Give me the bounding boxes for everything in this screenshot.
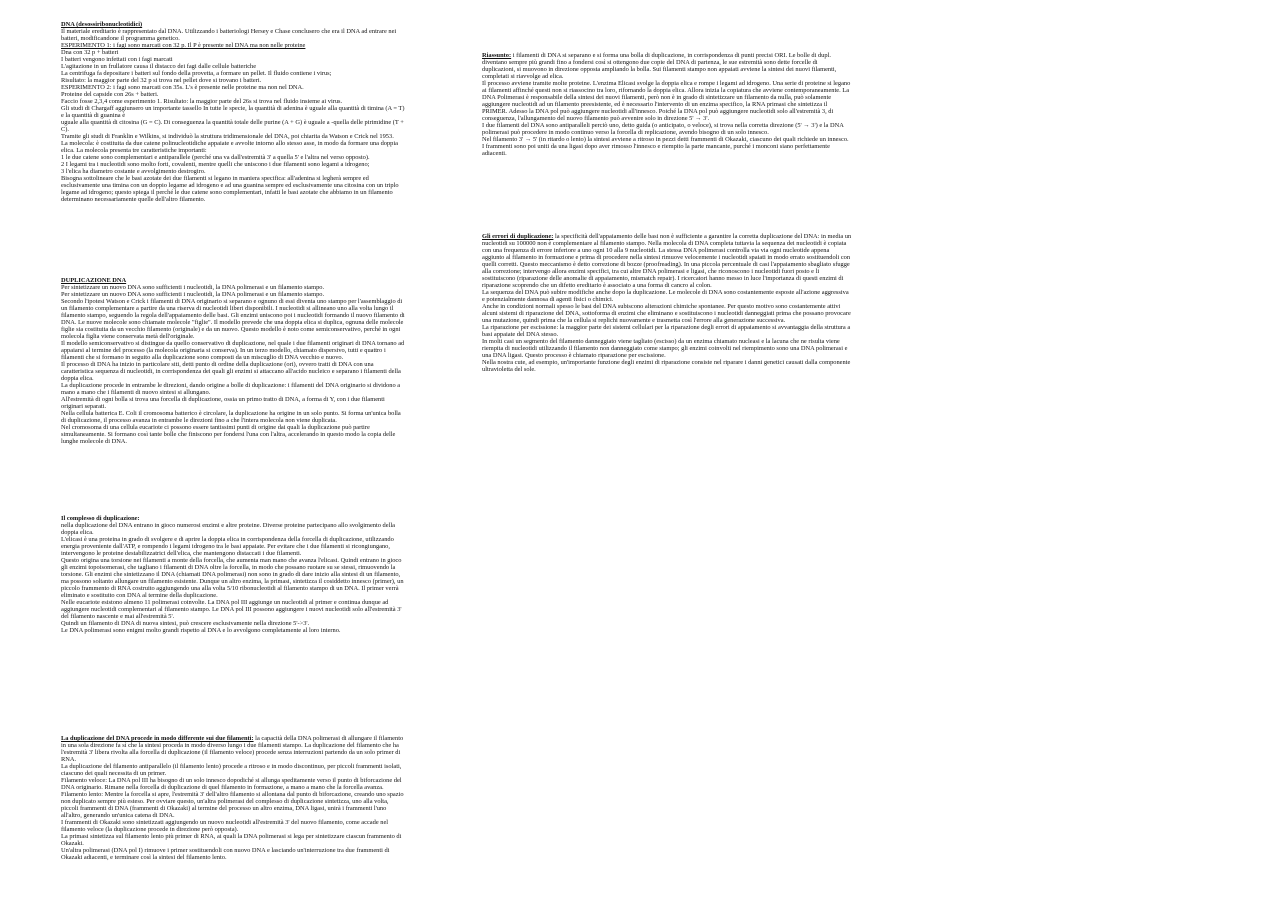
- paragraph: Nelle eucariote esistono almeno 11 polimerasi coinvolte. La DNA pol III aggiunge un nucleotidi al primer e continua dunque ad aggiungere nucleotidi complementari al filamento stampo. Le DNA pol III possono aggiungere i nuovi nucleotidi solo all'estremità 3' del filamento nascente e mai all'estremità 5'.: [61, 599, 402, 620]
- paragraph: Risultato: la maggior parte del 32 p si trova nel pellet dove si trovano i batteri.: [61, 77, 262, 84]
- section-heading: DNA (desossiribonucleotidici): [61, 21, 143, 28]
- section-complesso: [61, 515, 406, 634]
- section-heading: Gli errori di duplicazione:: [482, 233, 554, 240]
- paragraph: 1 le due catene sono complementari e antiparallele (perché una va dall'estremità 3' a quella 5' e l'altra nel verso opposto).: [61, 154, 370, 161]
- paragraph: Tramite gli studi di Franklin e Wilkins, si individuò la struttura tridimensionale del DNA, poi chiarita da Watson e Crick nel 1953.: [61, 133, 394, 140]
- paragraph: la capacità della DNA polimerasi di allungare il filamento in una sola direzione fa sì che la sintesi proceda in modo diverso lungo i due filamenti stampo. La duplicazione del filamento che ha l'estremità 3' libera rivolta alla forcella di duplicazione (il filamento veloce) procede senza interruzioni partendo da un solo primer di RNA.: [61, 735, 404, 763]
- paragraph: L'agitazione in un frullatore causa il distacco dei fagi dalle cellule batteriche: [61, 63, 257, 70]
- paragraph: Secondo l'ipotesi Watson e Crick i filamenti di DNA originario si separano e ognuno di essi diventa uno stampo per l'assemblaggio di un filamento complementare a partire da una riserva di nucleotidi liberi disponibili. I nucleotidi si allineano uno alla volta lungo il filamento stampo, seguendo la regola dell'appaiamento delle basi. Gli enzimi uniscono poi i nucleotidi formando il nuovo filamento di DNA. Le nuove molecole sono chiamate molecole "figlie". Il modello prevede che una doppia elica si duplica, ognuna delle molecole figlie sia costituita da un vecchio filamento (originale) e da un nuovo. Questo modello è noto come semiconservativo, perché in ogni molecola figlia viene conservata metà dell'originale.: [61, 298, 405, 340]
- paragraph: uguale alla quantità di citosina (G = C). Di conseguenza la quantità totale delle purine (A + G) è uguale a -quella delle pirimidine (T + C).: [61, 119, 404, 133]
- paragraph: nella duplicazione del DNA entrano in gioco numerosi enzimi e altre proteine. Diverse proteine partecipano allo svolgimento della doppia elica.: [61, 522, 395, 536]
- paragraph: Questo origina una torsione nei filamenti a monte della forcella, che aumenta man mano che avanza l'elicasi. Quindi entrano in gioco gli enzimi topoisomerasi, che tagliano i filamenti di DNA oltre la forcella, in modo che possano ruotare su se stessi, rimuovendo la torsione. Gli enzimi che sintetizzano il DNA (chiamati DNA polimerasi) non sono in grado di dare inizio alla sintesi di un filamento, ma possono soltanto allungare un filamento esistente. Dunque un altro enzima, la primasi, sintetizza il cosiddetto innesco (primer), un piccolo frammento di RNA costruito aggiungendo una alla volta 5/10 ribonucleotidi al filamento stampo di un DNA. Il primer verrà eliminato e sostituito con DNA al termine della duplicazione.: [61, 557, 404, 599]
- paragraph: 3 l'elica ha diametro costante e avvolgimento destrogiro.: [61, 168, 206, 175]
- paragraph: Un'altra polimerasi (DNA pol I) rimuove i primer sostituendoli con nuovo DNA e lasciando un'interruzione tra due frammenti di Okazaki adiacenti, e terminare così la sintesi del filamento lento.: [61, 847, 390, 861]
- section-errori: [482, 233, 852, 373]
- paragraph: Il processo avviene tramite molte proteine. L'enzima Elicasi svolge la doppia elica e rompe i legami ad idrogeno. Una serie di proteine si legano ai filamenti affinché questi non si riassocino tra loro, rifornando la doppia elica. Allora inizia la copiatura che avviene contemporaneamente. La DNA Polimerasi è responsabile della sintesi dei nuovi filamenti, però non è in grado di sintetizzare un filamento da nulla, può solamente aggiungere nucleotidi ad un filamento preesistente, ed è necessario l'intervento di un enzima specifico, la RNA primasi che sintetizza il PRIMER. Adesso la DNA pol può aggiungere nucleotidi all'innesco. Poiché la DNA pol può aggiungere nucleotidi solo all'estremità 3, di conseguenza, l'allungamento del nuovo filamento può avvenire solo in direzione 5' → 3'.: [482, 80, 851, 122]
- paragraph: I due filamenti del DNA sono antiparalleli perciò uno, detto guida (o anticipato, o veloce), si trova nella corretta direzione (5' → 3') e la DNA polimerasi può procedere in modo continuo verso la forcella di replicazione, avendo bisogno di un solo innesco.: [482, 122, 844, 136]
- paragraph-with-heading: [61, 735, 406, 763]
- paragraph: La centrifuga fa depositare i batteri sul fondo della provetta, a formare un pellet. Il fluido contiene i virus;: [61, 70, 332, 77]
- section-heading: Riassunto:: [482, 52, 512, 59]
- paragraph: Anche in condizioni normali spesso le basi del DNA subiscono alterazioni chimiche spontanee. Per questo motivo sono costantemente attivi alcuni sistemi di riparazione del DNA, sottoforma di enzimi che eliminano e sostituiscono i nucleotidi danneggiati prima che possano provocare una mutazione, quindi prima che la cellula si replichi nuovamente e trasmetta così l'errore alla generazione successiva.: [482, 303, 851, 324]
- paragraph: La sequenza del DNA può subire modifiche anche dopo la duplicazione. Le molecole di DNA sono costantemente esposte all'azione aggressiva e potenzialmente dannosa di agenti fisici o chimici.: [482, 289, 849, 303]
- section-riassunto: [482, 52, 852, 157]
- section-dna: [61, 21, 406, 203]
- section-heading: Il complesso di duplicazione:: [61, 515, 140, 522]
- paragraph-with-heading: [482, 233, 852, 289]
- paragraph: Dna con 32 p + batteri: [61, 49, 119, 56]
- paragraph: La primasi sintetizza sul filamento lento più primer di RNA, ai quali la DNA polimerasi si lega per sintetizzare ciascun frammento di Okazaki.: [61, 833, 402, 847]
- paragraph: ESPERIMENTO 1: i fagi sono marcati con 32 p. Il P è presente nel DNA ma non nelle proteine: [61, 42, 306, 49]
- paragraph: Nel cromosoma di una cellula eucariote ci possono essere tantissimi punti di origine dai quali la duplicazione può partire simultaneamente. Si formano così tante bolle che finiscono per fondersi l'una con l'altra, accelerando in questo modo la copia delle lunghe molecole di DNA.: [61, 424, 396, 445]
- paragraph: 2 I legami tra i nucleotidi sono molto forti, covalenti, mentre quelli che uniscono i due filamenti sono legami a idrogeno;: [61, 161, 370, 168]
- paragraph: Le DNA polimerasi sono enigmi molto grandi rispetto al DNA e lo avvolgono completamente al loro interno.: [61, 627, 341, 634]
- paragraph: Il processo di DNA ha inizio in particolare siti, detti punto di ordine della duplicazione (ori), ovvero tratti di DNA con una caratteristica sequenza di nucleotidi, in corrispondenza dei quali gli enzimi si attaccano all'acido nucleico e separano i filamenti della doppia elica.: [61, 361, 401, 382]
- paragraph-with-heading: [482, 52, 852, 80]
- paragraph: La duplicazione procede in entrambe le direzioni, dando origine a bolle di duplicazione: i filamenti del DNA originario si dividono a mano a mano che i filamenti di nuovo sintesi si allungano.: [61, 382, 401, 396]
- paragraph: Per sintetizzare un nuovo DNA sono sufficienti i nucleotidi, la DNA polimerasi e un filamento stampo.: [61, 284, 325, 291]
- section-duplicazione: [61, 277, 406, 445]
- paragraph: Quindi un filamento di DNA di nuova sintesi, può crescere esclusivamente nella direzione 5'->3'.: [61, 620, 310, 627]
- paragraph: La duplicazione del filamento antiparallelo (il filamento lento) procede a ritroso e in modo discontinuo, per piccoli frammenti isolati, ciascuno dei quali necessita di un primer.: [61, 763, 402, 777]
- paragraph: Filamento veloce: La DNA pol III ha bisogno di un solo innesco dopodiché si allunga speditamente verso il punto di biforcazione del DNA originario. Rimane nella forcella di duplicazione di quel filamento in formazione, a mano a mano che la forcella avanza.: [61, 777, 402, 791]
- paragraph: I batteri vengono infettati con i fagi marcati: [61, 56, 173, 63]
- section-heading: DUPLICAZIONE DNA: [61, 277, 127, 284]
- paragraph: Proteine del capside con 26s + batteri.: [61, 91, 159, 98]
- paragraph: Filamento lento: Mentre la forcella si apre, l'estremità 3' dell'altro filamento si allontana dal punto di biforcazione, creando uno spazio non duplicato sempre più esteso. Per ovviare questo, un'altra polimerasi del complesso di duplicazione sintetizza, uno alla volta, piccoli frammenti di DNA (frammenti di Okazaki) al termine del processo un altro enzima, DNA ligasi, unirà i frammenti l'uno all'altro, generando un'unica catena di DNA.: [61, 791, 404, 819]
- paragraph: i filamenti di DNA si separano e si forma una bolla di duplicazione, in corrispondenza di punti precisi ORI. Le bolle di dupl. diventano sempre più grandi fino a fondersi così si ottengono due copie del DNA di partenza, le sue estremità sono dette forcelle di duplicazioni, si muovono in direzione opposta ampliando la bolla. Sui filamenti stampo non appaiati avviene la sintesi dei nuovi filamenti, completati si riavvolge ad elica.: [482, 52, 837, 80]
- paragraph: Nella cellula batterica E. Coli il cromosoma batterico è circolare, la duplicazione ha origine in un solo punto. Si forma un'unica bolla di duplicazione, il processo avanza in entrambe le direzioni fino a che l'intera molecola non viene duplicata.: [61, 410, 401, 424]
- paragraph: L'elicasi è una proteina in grado di svolgere e di aprire la doppia elica in corrispondenza della forcella di duplicazione, utilizzando energia proveniente dall'ATP, e rompendo i legami idrogeno tra le basi appaiate. Per evitare che i due filamenti si ricongiungano, intervengono le proteine destabilizzatrici dell'elica, che mantengono distaccati i due filamenti.: [61, 536, 394, 557]
- paragraph: I frammenti di Okazaki sono sintetizzati aggiungendo un nuovo nucleotidi all'estremità 3' del nuovo filamento, come accade nel filamento veloce (la duplicazione procede in direzione però opposta).: [61, 819, 389, 833]
- paragraph: Faccio fosse 2,3,4 come esperimento 1. Risultato: la maggior parte del 26s si trova nel fluido insieme ai virus.: [61, 98, 343, 105]
- paragraph: Bisogna sottolineare che le basi azotate dei due filamenti si legano in maniera specifica: all'adenina si legherà sempre ed esclusivamente una timina con un doppio legame ad idrogeno e ad una guanina sempre ed esclusivamente una citosina con un triplo legame ad idrogeno; questo spiega il perché le due catene sono complementari, infatti le basi azotate che abbiamo in un filamento determinano necessariamente quelle dell'altro filamento.: [61, 175, 399, 203]
- paragraph: La riparazione per escissione: la maggior parte dei sistemi cellulari per la riparazione degli errori di appaiamento si avvantaggia della struttura a basi appaiate del DNA stesso.: [482, 324, 851, 338]
- paragraph: Il modello semiconservativo si distingue da quello conservativo di duplicazione, nel quale i due filamenti originari di DNA tornano ad appaiarsi al termine del processo (la molecola originaria si conserva). In un terzo modello, chiamato dispersivo, tutti e quattro i filamenti che si formano in seguito alla duplicazione sono composti da un miscuglio di DNA vecchio e nuovo.: [61, 340, 405, 361]
- paragraph: All'estremità di ogni bolla si trova una forcella di duplicazione, ossia un primo tratto di DNA, a forma di Y, con i due filamenti originari separati.: [61, 396, 385, 410]
- paragraph: Nella nostra cute, ad esempio, un'importante funzione degli enzimi di riparazione consiste nel riparare i danni genetici causati dalla componente ultravioletta del sole.: [482, 359, 851, 373]
- section-filamenti: [61, 735, 406, 861]
- paragraph: La molecola: è costituita da due catene polinucleotidiche appaiate e avvolte intorno allo stesso asse, in modo da formare una doppia elica. La molecola presenta tre caratteristiche importanti:: [61, 140, 398, 154]
- paragraph: ESPERIMENTO 2: i fagi sono marcati con 35s. L's è presente nelle proteine ma non nel DNA.: [61, 84, 304, 91]
- paragraph: la specificità dell'appaiamento delle basi non è sufficiente a garantire la corretta duplicazione del DNA: in media un nucleotidi su 100000 non è complementare al filamento stampo. Nella molecola di DNA completa tuttavia la sequenza dei nucleotidi è copiata con una frequenza di errore inferiore a uno ogni 10 alla 9 nucleotidi. La stessa DNA polimerasi controlla via via ogni nucleotide appena aggiunto al filamento in formazione e prima di procedere nella sintesi rimuove velocemente i nucleotidi spaiati in modo errato sostituendoli con quelli corretti. Questo meccanismo è detto correzione di bozze (proofreading). In una piccola percentuale di casi l'appaiamento sbagliato sfugge alla correzione; intervengo allora enzimi specifici, tra cui altre DNA polimerasi e ligasi, che riconoscono i nucleotidi fuori posto e li sostituiscono (riparazione delle anomalie di appaiamento, mismatch repair). I ricercatori hanno messo in luce l'importanza di questi enzimi di riparazione scoprendo che un difetto ereditario è associato a una forma di cancro al colon.: [482, 233, 852, 289]
- paragraph: In molti casi un segmento del filamento danneggiato viene tagliato (escisso) da un enzima chiamato nucleasi e la lacuna che ne risulta viene riempita di nucleotidi utilizzando il filamento non danneggiato come stampo; gli enzimi coinvolti nel riempimento sono una DNA polimerasi e una DNA ligasi. Questo processo è chiamato riparazione per escissione.: [482, 338, 848, 359]
- paragraph: Per sintetizzare un nuovo DNA sono sufficienti i nucleotidi, la DNA polimerasi e un filamento stampo.: [61, 291, 325, 298]
- paragraph: Il materiale ereditario è rappresentato dal DNA. Utilizzando i batteriologi Hersey e Chase conclusero che era il DNA ad entrare nei batteri, modificandone il programma genetico.: [61, 28, 397, 42]
- paragraph: Nel filamento 3' → 5' (in ritardo o lento) la sintesi avviene a ritroso in pezzi detti frammenti di Okazaki, ciascuno dei quali richiede un innesco. I frammenti sono poi uniti da una ligasi dopo aver rimosso l'innesco e riempito la parte mancante, purché i monconi siano perfettamente adiacenti.: [482, 136, 849, 157]
- paragraph: Gli studi di Chargaff aggiunsero un importante tassello In tutte le specie, la quantità di adenina è uguale alla quantità di timina (A = T) e la quantità di guanina è: [61, 105, 405, 119]
- section-heading: La duplicazione del DNA procede in modo differente sui due filamenti:: [61, 735, 254, 742]
